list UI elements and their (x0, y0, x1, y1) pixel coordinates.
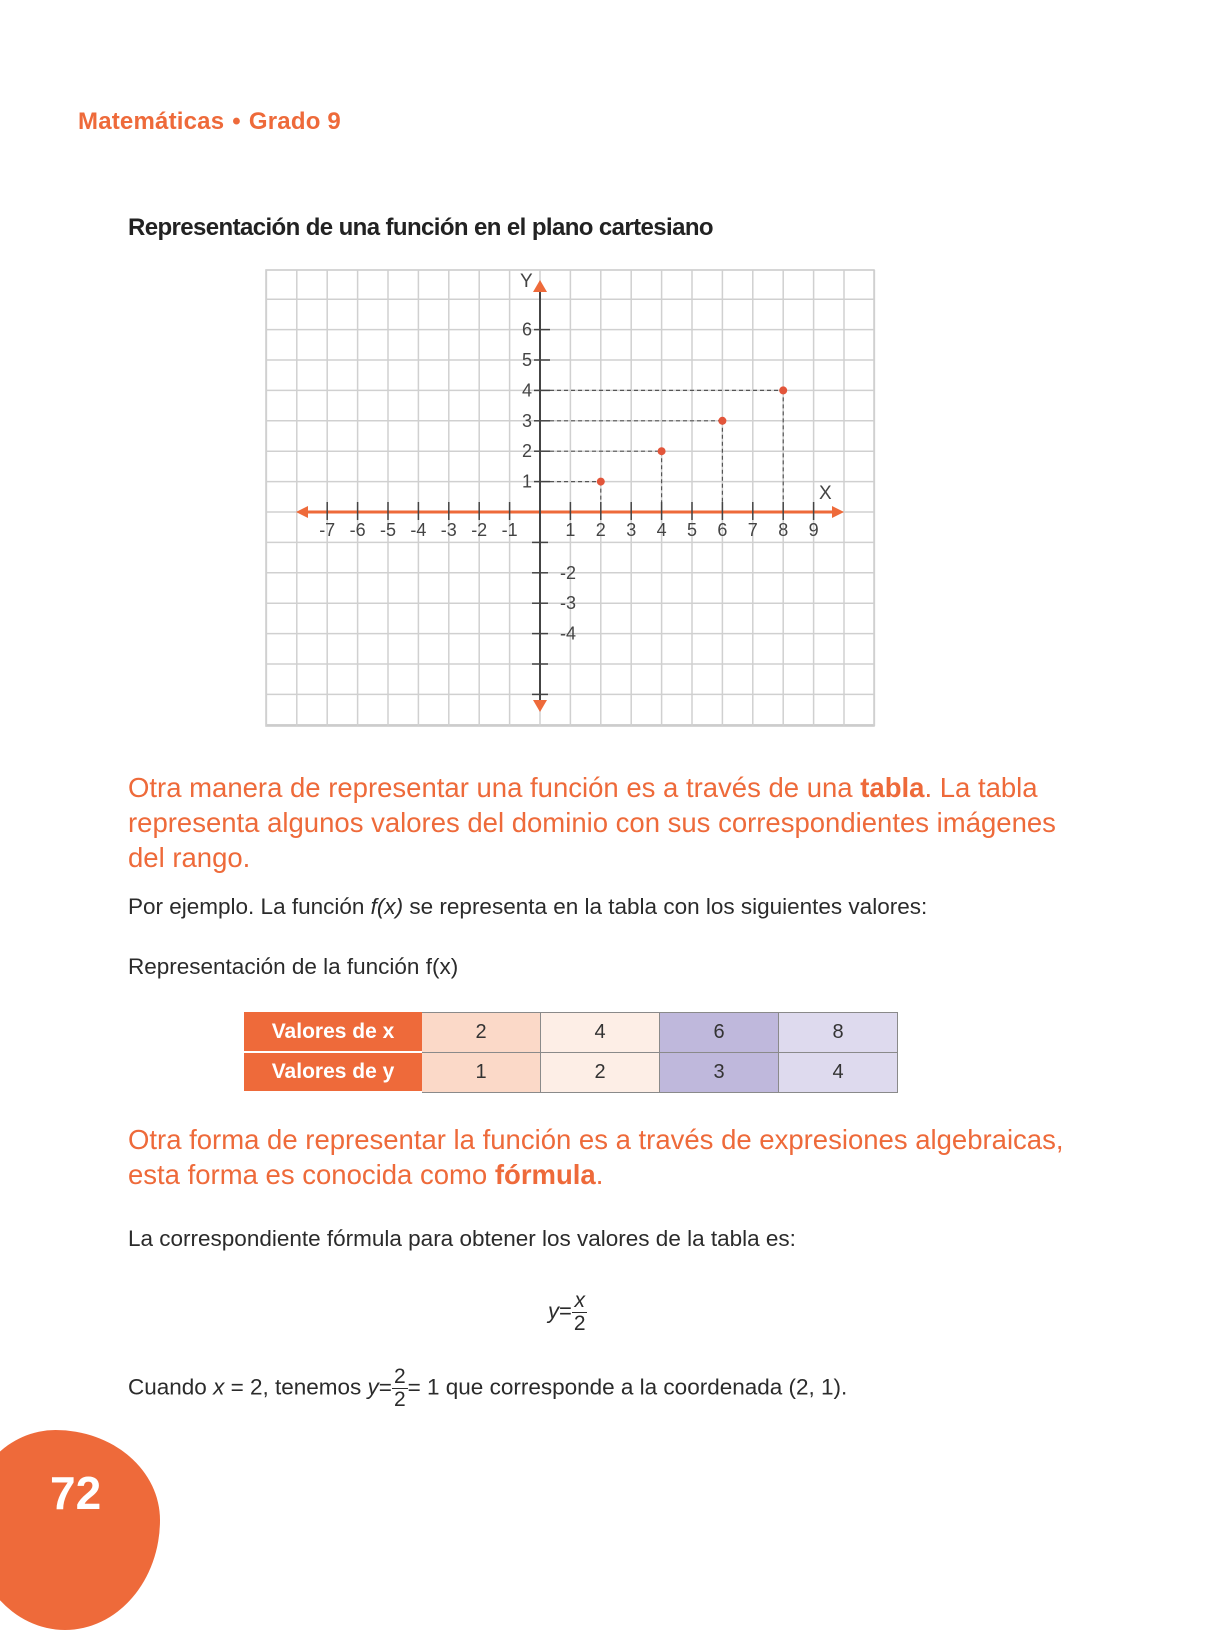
x-tick-label: -7 (319, 520, 336, 540)
when-variable: x (213, 1374, 225, 1400)
row-header-y: Valores de y (245, 1052, 422, 1092)
y-value-cell: 1 (422, 1052, 541, 1092)
y-tick-label: 1 (521, 471, 532, 492)
figure-title: Representación de una función en el plano cartesiano (128, 214, 713, 241)
data-point (718, 417, 726, 425)
when-text-1: Cuando (128, 1374, 214, 1400)
page-number: 72 (50, 1467, 102, 1519)
y-value-cell: 3 (660, 1052, 779, 1092)
x-value-cell: 2 (422, 1013, 541, 1053)
header-grade: Grado 9 (248, 108, 341, 135)
x-tick-label: -3 (440, 520, 457, 540)
cartesian-plane-chart (0, 0, 1206, 760)
formula-expression (548, 1290, 588, 1335)
table-intro-text-2: . La tabla representa algunos valores del dominio con sus correspondientes imágenes del rango. (128, 772, 1056, 873)
x-tick-label: -2 (471, 520, 488, 540)
example-lhs: y (367, 1374, 379, 1400)
data-point (658, 447, 666, 455)
table-row-y (245, 1052, 898, 1092)
example-numerator: 2 (393, 1365, 406, 1388)
x-value-cell: 4 (541, 1013, 660, 1053)
y-value-cell: 4 (779, 1052, 898, 1092)
x-tick-label: -5 (379, 520, 397, 540)
x-tick-label: -1 (501, 520, 518, 540)
formula-equals: = (559, 1298, 572, 1324)
formula-fraction (572, 1290, 588, 1335)
values-table (244, 1012, 898, 1093)
table-row-x (245, 1013, 898, 1053)
table-intro-bold: tabla (860, 772, 925, 803)
x-value-cell: 8 (779, 1013, 898, 1053)
x-tick-label: 8 (778, 520, 789, 540)
x-tick-label: 2 (595, 520, 606, 540)
when-text-3: = 1 que corresponde a la coordenada (2, 1). (407, 1374, 848, 1400)
page-number-badge (0, 1430, 160, 1630)
x-tick-label: 3 (626, 520, 637, 540)
formula-numerator: x (574, 1289, 585, 1312)
header-subject: Matemáticas (78, 108, 225, 135)
y-tick-label: -3 (560, 593, 577, 614)
y-tick-label: 4 (521, 380, 532, 401)
example-equals: = (378, 1374, 392, 1400)
y-tick-label: -4 (560, 623, 577, 644)
y-axis-label: Y (520, 271, 533, 292)
table-intro-text-1: Otra manera de representar una función es a través de una (128, 772, 861, 803)
y-tick-label: 3 (521, 410, 532, 431)
y-tick-label: 2 (521, 441, 532, 462)
x-tick-label: 7 (747, 520, 758, 540)
formula-intro-bold: fórmula (494, 1159, 596, 1190)
example-text-1: Por ejemplo. La función (128, 894, 371, 919)
example-calculation (128, 1366, 847, 1411)
example-function: f(x) (370, 894, 404, 919)
formula-intro-paragraph (128, 1122, 1088, 1192)
formula-intro-text-1: Otra forma de representar la función es a través de expresiones algebraicas, esta forma es conocida como (128, 1124, 1064, 1190)
example-sentence (128, 894, 927, 920)
x-tick-label: 1 (565, 520, 576, 540)
x-tick-label: -6 (349, 520, 366, 540)
header-separator: • (232, 108, 241, 135)
table-intro-paragraph (128, 770, 1088, 875)
when-text-2: = 2, tenemos (224, 1374, 368, 1400)
formula-intro-text-2: . (595, 1159, 604, 1190)
x-tick-label: 4 (656, 520, 667, 540)
row-header-x: Valores de x (245, 1013, 422, 1053)
example-text-2: se representa en la tabla con los siguientes valores: (403, 894, 928, 919)
x-tick-label: 9 (808, 520, 819, 540)
table-caption: Representación de la función f(x) (128, 954, 459, 979)
x-tick-label: 5 (686, 520, 698, 540)
example-denominator: 2 (393, 1388, 406, 1411)
data-point (597, 478, 605, 486)
x-tick-label: 6 (717, 520, 728, 540)
x-tick-label: -4 (410, 520, 427, 540)
x-value-cell: 6 (660, 1013, 779, 1053)
y-tick-label: -2 (560, 562, 577, 583)
formula-denominator: 2 (573, 1312, 586, 1335)
example-fraction (392, 1366, 408, 1411)
x-axis-label: X (819, 483, 832, 504)
y-value-cell: 2 (541, 1052, 660, 1092)
formula-lhs: y (548, 1298, 559, 1324)
data-point (779, 386, 787, 394)
formula-lead: La correspondiente fórmula para obtener los valores de la tabla es: (128, 1226, 796, 1251)
y-tick-label: 6 (521, 319, 532, 340)
y-tick-label: 5 (521, 350, 532, 370)
